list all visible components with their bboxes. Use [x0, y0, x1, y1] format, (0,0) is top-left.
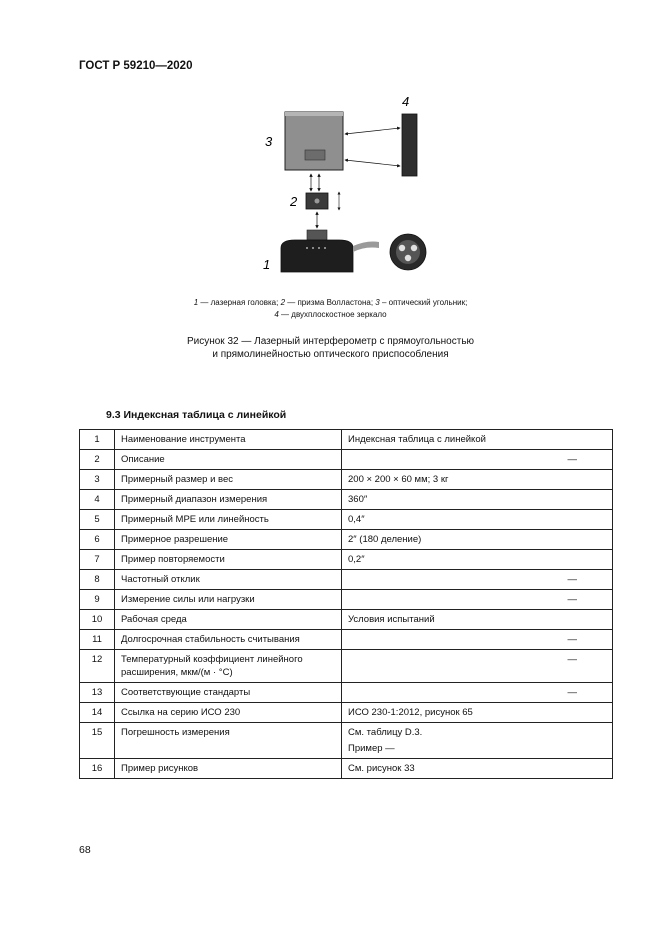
beam-upper: [345, 128, 400, 134]
table-row: [80, 550, 613, 570]
legend-line-1: 1 — лазерная головка; 2 — призма Волластона; 3 – оптический угольник;: [193, 298, 468, 307]
row-number: 11: [80, 630, 115, 650]
row-number: 8: [80, 570, 115, 590]
row-value: —: [342, 650, 613, 683]
row-value: [342, 723, 613, 759]
row-parameter: Пример рисунков: [115, 759, 342, 779]
row-value: 0,4″: [342, 510, 613, 530]
table-row: [80, 683, 613, 703]
row-value: —: [342, 450, 613, 470]
row-value: —: [342, 590, 613, 610]
row-parameter: Измерение силы или нагрузки: [115, 590, 342, 610]
row-number: 3: [80, 470, 115, 490]
row-value: Условия испытаний: [342, 610, 613, 630]
row-number: 5: [80, 510, 115, 530]
row-number: 10: [80, 610, 115, 630]
figure-legend: [120, 297, 541, 321]
row-value: —: [342, 630, 613, 650]
row-parameter: Примерный диапазон измерения: [115, 490, 342, 510]
table-row: [80, 430, 613, 450]
row-value: 2″ (180 деление): [342, 530, 613, 550]
table-row: [80, 530, 613, 550]
row-number: 7: [80, 550, 115, 570]
row-value: 200 × 200 × 60 мм; 3 кг: [342, 470, 613, 490]
row-parameter: Частотный отклик: [115, 570, 342, 590]
row-value: ИСО 230-1:2012, рисунок 65: [342, 703, 613, 723]
spec-table: [79, 429, 613, 779]
row-value: Индексная таблица с линейкой: [342, 430, 613, 450]
laser-head-aperture: [390, 234, 426, 270]
row-parameter: Ссылка на серию ИСО 230: [115, 703, 342, 723]
row-parameter: Погрешность измерения: [115, 723, 342, 759]
row-number: 12: [80, 650, 115, 683]
row-number: 9: [80, 590, 115, 610]
label-3: 3: [265, 134, 273, 149]
row-value-line: См. таблицу D.3.: [348, 727, 423, 738]
row-parameter: Примерный размер и вес: [115, 470, 342, 490]
table-row: [80, 703, 613, 723]
table-row: [80, 610, 613, 630]
row-number: 13: [80, 683, 115, 703]
row-number: 4: [80, 490, 115, 510]
beam-lower: [345, 160, 400, 166]
document-header: ГОСТ Р 59210—2020: [79, 60, 193, 72]
table-row: [80, 570, 613, 590]
row-value: 360″: [342, 490, 613, 510]
row-parameter: Описание: [115, 450, 342, 470]
row-number: 6: [80, 530, 115, 550]
figure-caption: Рисунок 32 — Лазерный интерферометр с прямоугольностью и прямолинейностью оптического приспособления: [186, 336, 475, 360]
row-number: 1: [80, 430, 115, 450]
table-row: [80, 630, 613, 650]
row-number: 15: [80, 723, 115, 759]
label-1: 1: [263, 257, 271, 272]
row-parameter: Температурный коэффициент линейного расширения, мкм/(м · °С): [115, 650, 342, 683]
label-4: 4: [402, 94, 410, 109]
table-row: [80, 723, 613, 759]
table-row: [80, 650, 613, 683]
row-number: 16: [80, 759, 115, 779]
label-2: 2: [290, 194, 298, 209]
table-row: [80, 490, 613, 510]
row-value: 0,2″: [342, 550, 613, 570]
row-number: 14: [80, 703, 115, 723]
wollaston-prism: [306, 193, 328, 209]
legend-line-2: 4 — двухплоскостное зеркало: [274, 310, 387, 319]
plane-mirror: [402, 114, 417, 176]
table-row: [80, 759, 613, 779]
row-parameter: Примерное разрешение: [115, 530, 342, 550]
row-parameter: Соответствующие стандарты: [115, 683, 342, 703]
row-parameter: Наименование инструмента: [115, 430, 342, 450]
laser-head: [281, 230, 379, 272]
row-parameter: Долгосрочная стабильность считывания: [115, 630, 342, 650]
row-number: 2: [80, 450, 115, 470]
row-value: —: [342, 570, 613, 590]
row-parameter: Пример повторяемости: [115, 550, 342, 570]
row-value: См. рисунок 33: [342, 759, 613, 779]
laser-interferometer-figure: [255, 92, 455, 292]
section-title: 9.3 Индексная таблица с линейкой: [106, 409, 287, 421]
table-row: [80, 450, 613, 470]
table-row: [80, 470, 613, 490]
row-value: —: [342, 683, 613, 703]
row-value-line: Пример —: [348, 743, 395, 754]
optical-square: [285, 112, 343, 170]
table-row: [80, 590, 613, 610]
row-parameter: Рабочая среда: [115, 610, 342, 630]
page-number: 68: [79, 844, 91, 856]
table-row: [80, 510, 613, 530]
row-parameter: Примерный МРЕ или линейность: [115, 510, 342, 530]
